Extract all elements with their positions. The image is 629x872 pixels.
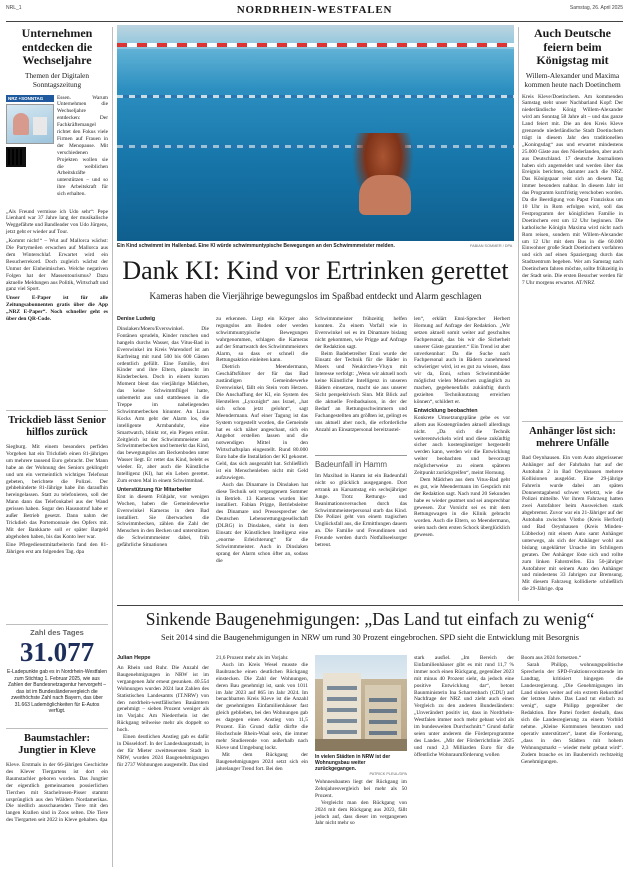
bottom-col1-text: An Rhein und Ruhr. Die Anzahl der Baugenehmigungen in NRW ist im vergangenen Jahr erneut gesunken. 40.554 Wohnungen wurden 2024 laut Zahlen des Statistischen Landesamts (IT.NRW) von den nordrhein-westfälischen Bauämtern genehmigt – sieben Prozent weniger als im Vorjahr. Am Niederrhein ist der Rückgang teilweise mehr als doppelt so hoch. xyxy=(117,665,209,734)
vertical-divider-left xyxy=(112,27,113,867)
main-col-3 xyxy=(315,316,407,433)
main-col2-text-b: Dietrich Meendermann, Geschäftsführer der für das Bad zuständigen Gemeindewerke Everswinkel, fällt ein Stein vom Herzen. Die Anschaffung der KI, ein System des Herstellers „Lynxnight“ aus Israel, „hat sich schon jetzt gelohnt“, sagt Meendermann. Auf einer Tagung ist das System vorgestellt worden, die Gemeinde hat es sich näher angeschaut, sich ein Angebot erstellen lassen und die notwendigen Mittel in den Wirtschaftsplan eingestellt. Rund 80.000 Euro habe die Installation der KI gekostet. Geld, das sich ausgezahlt hat. Schließlich ist ein Menschenleben nicht mit Geld aufzuwiegen. xyxy=(216,364,308,481)
main-col2-text-c: Auch das Dinamare in Dinslaken hat diese Technik seit vergangenem Sommer in Betrieb. 13 Kameras wurden hier installiert. Fabian Prigge, Betriebsleiter des Dinamare und Pressesprecher der Deutschen Lebensrettungsgesellschaft (DLRG) in Dinslaken, sieht in dem Einsatz der Künstlichen Intelligenz eine „enorme Erleichterung“ für die Schwimmmeister. Auch in Dinslaken sprang der Alarm schon öfter an, sodass die xyxy=(216,481,308,564)
bottom-subtitle: Seit 2014 sind die Baugenehmigungen in NRW um rund 30 Prozent eingebrochen. SPD sieht die Entwicklung mit Besorgnis xyxy=(161,633,579,642)
bottom-col-2 xyxy=(216,655,308,772)
trickdieb-article xyxy=(6,415,108,556)
bottom-col2-text-c: Mit dem Rückgang der Baugenehmigungen 2024 setzt sich ein jahrelanger Trend fort. Bei den xyxy=(216,751,308,772)
left-article-subtitle: Themen der Digitalen Sonntagszeitung xyxy=(24,70,90,89)
left-divider-3 xyxy=(6,728,108,729)
left-column xyxy=(6,27,108,323)
bottom-col3-text: Wohnneubauten liegt der Rückgang im Zehnjahresvergleich bei mehr als 50 Prozent. xyxy=(315,779,407,799)
left-divider-1 xyxy=(6,410,108,411)
bottom-col4-text: stark ausfiel. „Im Bereich der Einfamilienhäuser gibt es mit rund 11,7 % immer noch einen Rückgang, gegenüber 2023 mit minus 40 Prozent sieht, da jedoch eine positive Entwicklung dar“, betont Baunministerin Ina Scharrenbach (CDU) auf Nachfrage der NRZ und zieht auch einen Vergleich zu den anderen Bundesländern: „Unverändert positiv ist, dass in Nordrhein-Westfalen immer noch mehr gebaut wird als im bundesweiten Durchschnitt.“ Grund dafür seien unter anderem die Förderprogramme des Landes. „Mit der Förderrichtlinie 2025 und rund 2,3 Milliarden Euro für die öffentliche Wohnraumförderung wollen xyxy=(414,655,514,758)
trickdieb-body-2: Eine Pflegedienstmitarbeiterin fand den 81-Jährigen erst am folgenden Tag. dpa xyxy=(6,541,108,555)
badeunfall-box xyxy=(315,455,407,549)
zahl-des-tages xyxy=(6,628,108,715)
trickdieb-title: Trickdieb lässt Senior hilflos zurück xyxy=(8,415,106,438)
left-article-title: Unternehmen entdecken die Wechseljahre xyxy=(21,26,93,67)
main-author: Denise Ludwig xyxy=(117,316,156,322)
bottom-col5-text: Boom aus 2024 fortsetzen.“ xyxy=(521,655,582,661)
page-number: NRL_1 xyxy=(6,5,22,11)
photo-credit: FABIAN SOMMER / DPA xyxy=(470,244,513,248)
main-col-4 xyxy=(414,316,510,539)
nrz-sonntag-logo: NRZ +SONNTAG xyxy=(6,95,54,102)
swimming-photo xyxy=(117,25,514,241)
tablet-icon xyxy=(6,104,54,144)
zahl-text: E-Ladepunkte gab es in Nordrhein-Westfalen zum Stichtag 1. Februar 2025, wie aus Zahlen der Bundesnetzagentur hervorgeht – das ist im Bundesländervergleich die zweithöchste Zahl nach Bayern, das über 31.663 Lademöglichkeiten für E-Autos verfügt. xyxy=(7,669,107,714)
main-col4-text: len“, erklärt Enni-Sprecher Herbert Hornung auf Anfrage der Redaktion. „Wir setzen aktuell somit weiter auf geschultes Fachpersonal, das bis wir die Sicherheit unserer Gäste garantiert.“ Ein Trend ist aber unverkennbar: Da die Suche nach Fachpersonal auch in Bädern zunehmend schwieriger wird, ist es gut zu wissen, dass wir da, Enni, schon Schwimmbäder möglichst vielen Menschen zugänglich zu machen, gegebenenfalls zukünftig durch gezielten Techniknutzung erreichen können“, schildert er. xyxy=(414,316,510,405)
main-col4-subhead: Entwicklung beobachten xyxy=(414,407,478,414)
left-article-intro: Essen. Warum Unternehmen die Wechseljahre entdecken: Der Fachkräftemangel richtet den Fokus viele Firmen auf Frauen in der Menopause. Mit verschiedenen Projekten wollen sie die weiblichen Arbeitskräfte unterstützen – und so ihre Arbeitskraft für sich erhalten. xyxy=(57,94,108,198)
bottom-col2-text-b: Auch im Kreis Wesel musste die Baubranche einen deutlichen Rückgang einstecken. Die Zahl der Wohnungen, deren Bau genehmigt ist, sank von 1011 im Jahr 2023 auf 865 im Jahr 2024. Im benachbarten Kreis Kleve ist die Anzahl der genehmigten Einfamilienhäuser fast gleich geblieben, bei den Wohnungen gab es dagegen einen Anstieg von 11,5 Prozent. Ein Grund dafür dürfte die Hochschule Rhein-Waal sein, die immer mehr Studierende von außerhalb nach Kleve und Umgebung lockt. xyxy=(216,661,308,751)
bottom-col3-text-b: Vergleicht man den Rückgang von 2024 mit dem Rückgang aus 2023, fällt jedoch auf, dass dieser im vergangenen Jahr nicht mehr so xyxy=(315,799,407,827)
anhaenger-title: Anhänger löst sich: mehrere Unfälle xyxy=(529,426,616,449)
housing-photo xyxy=(315,655,407,751)
main-headline: Dank KI: Kind vor Ertrinken gerettet xyxy=(122,256,509,285)
koningstag-title: Auch Deutsche feiern beim Königstag mit xyxy=(534,26,611,67)
date: Samstag, 26. April 2025 xyxy=(569,5,623,11)
badeunfall-body: Im Maxibad in Hamm ist ein Badeunfall nicht so glücklich ausgegangen. Dort ertrank an Karsamstag ein sechsjähriger Junge. Trotz Rettungs- und Reanimationsversuchen durch das Schwimmmeisterpersonal starb das Kind. Die Polizei geht von einem tragischen Unglücksfall aus, die Ermittlungen dauern an. Die Familie und Freundinnen und Freunde werden durch Notfallseelsorger betreut. xyxy=(315,473,407,549)
housing-photo-credit: PATRICK PLEUL/DPA xyxy=(369,772,407,776)
zahl-label: Zahl des Tages xyxy=(30,628,84,637)
main-subtitle: Kameras haben die Vierjährige bewegungslos im Spaßbad entdeckt und Alarm geschlagen xyxy=(149,291,482,301)
right-column-bottom xyxy=(522,426,623,593)
left-article-p2: „Als Freund vermisse ich Udo sehr“: Pepe Lienhard war 37 Jahre lang der musikalische Weggefährte und Bandleader von Udo Jürgens, jetzt geht er wieder auf Tour. xyxy=(6,208,108,236)
bottom-col-5 xyxy=(521,655,623,766)
section-title: NORDRHEIN-WESTFALEN xyxy=(236,4,393,16)
anhaenger-body: Bad Oeynhausen. Ein vom Auto abgerissener Anhänger auf der Fahrbahn hat auf der Autobahn 2 in Bad Oeynhausen mehrere Kollisionen ausgelöst. Eine 29-jährige Fahrerin wurde dabei am späten Donnerstagabend schwer verletzt, wie die Polizei mitteilte. Vor ihrem Fahrzeug hatten zwei Autofahrer beim Ausweichen stark abgebremst. Zuvor war ein 21-Jähriger auf der Autobahn zwischen Vlotho (Kreis Herford) und Bad Oeynhausen (Kreis Minden-Lübbecke) mit einem Auto samt Anhänger unterwegs, als sich der Anhänger wohl aus bislang ungeklärter Ursache im Schlingern geraten. Der Anhänger löste sich und rollte zum linken Fahrstreifen. Ein 50-jähriger Autofahrer mit seinem Auto den Anhänger und mindestens 33 Jahrigen zur Bremsung. Mit diesem Fahrzeug kollidierte schließlich die 29-Jährige. dpa xyxy=(522,455,623,593)
main-col1-subhead: Unterstützung für Mitarbeiter xyxy=(117,486,192,493)
bottom-col1-text-b: Einen deutlichen Anstieg gab es dafür in Düsseldorf. In der Landeshauptstadt, in der für Mieter zweitteuersten Stadt in NRW, wurden 2024 Baugenehmigungen für 2737 Wohnungen ausgestellt. Das sind xyxy=(117,734,209,768)
main-col-1 xyxy=(117,316,209,549)
bottom-headline: Sinkende Baugenehmigungen: „Das Land tut einfach zu wenig“ xyxy=(145,609,595,629)
baumstachler-body: Kleve. Erstmals in der 66-jährigen Geschichte des Klever Tiergartens ist dort ein Baumstachler geboren worden. Das Jungtier der eigentlich gemeinsamen possierlichen Tierchen mit Stachelrosen-Pisser stammt ursprünglich aus den Wäldern Nordamerikas. Die niedlich ausschauenden Tiere mit den langen Krallen sind in Zoos selten. Die Tiere des Tiergarten seit 2022 in Kleve gehalten. dpa xyxy=(6,762,108,824)
baumstachler-article xyxy=(6,733,108,866)
koningstag-subtitle: Willem-Alexander und Maxima kommen heute nach Doetinchem xyxy=(524,70,621,89)
main-col-2 xyxy=(216,316,308,565)
koningstag-body: Kreis Kleve/Doetinchem. Am kommenden Samstag steht unser Nachbarland Kopf: Der niederländische König Willem-Alexander wird am Sonntag 58 Jahre alt – und das ganze Land feiert mit. Die an den Kreis Kleve grenzende niederländische Stadt Doetinchem trägt in diesem Jahr den traditionellen „Koningsdag“ aus und erwartet mindestens 25.000 Gäste aus den Niederlanden, aber auch aus Deutschland. 17 deutsche Journalisten haben sich angemeldet und werden über das Ereignis berichten, darunter auch die NRZ. Das Königspaar reist sich an diesem Tag immer besonders nahbar. In diesem Jahr ist das Programm kurzfristig verschoben worden. Da die Beerdigung von Papst Franziskus um 10 Uhr in Rom erfolgen wird, soll das Festprogramm der königlichen Familie in Doetinchem erst um 12 Uhr beginnen. Die katholische Königin Maxima wird nicht nach Rom reisen, sondern mit Willem-Alexander um 12 Uhr mit dem Bus in die 60.000 Einwohner große Stadt Doetinchem vorfahren und sich auf einen Spaziergang durch das Stadtzentrum begeben. Wer am Samstag nach Doetinchem fahren möchte, sollte frühzeitig in der Stadt sein. Die ersten Besucher werden für 7 Uhr morgens erwartet. AT/NRZ xyxy=(522,93,623,286)
main-col4-text-b: Konkrete Umsetzungspläne gebe es vor allem aus Kostengründen aktuell allerdings nicht. „Da sich die Technik weiterentwickeln wird und diese zukünftig sicher auch kostengünstiger hergestellt werden kann, werden wir die Entwicklung weiter beobachten und bevorzugt möglicherweise zu einem späteren Zeitpunkt zurückgreifen“, meint Hornung. xyxy=(414,414,510,477)
left-divider-2 xyxy=(6,624,108,625)
main-col3-text-b: Beim Badebetreiber Enni wurde der Einsatz der Technik für die Bäder in Moers und Neukirchen-Vluyn mit Interesse verfolgt: „Wenn wir aktuell noch keine Künstliche Intelligenz in unseren Bädern einsetzen, macht sie aus unserer Sicht perspektivisch Sinn. Mit Blick auf die aktuelle Freibadsaison, in der der Bedarf an Rettungsschwimmern und Fachangestellten am größten ist, gelingt es uns aktuell aber noch, die erforderliche Anzahl an Einsatzpersonal bereitzustel- xyxy=(315,350,407,433)
bottom-author: Julian Heppe xyxy=(117,655,151,661)
badeunfall-title: Badeunfall in Hamm xyxy=(315,460,388,469)
main-col1-text: Dinslaken/Moers/Everswinkel. Die Fontänen sprudeln, Kinder rutschen und hangeln durchs Wasser, das Vitus-Bad in Everswinkel im Kreis Warendorf ist am Karfreitag mit rund 500 bis 600 Gästen ordentlich gefüllt. Eine Familie, drei Kinder und ihre Eltern, planscht im Kinderbecken. Doch in einem kurzen Moment bleut das vierjährige Mädchen, das keine Schwimmflügel hatte, unbemerkt aus und stattdessen in die Treppe im naheliegenden Schwimmerbecken hinunter. An Linus Kocks Arm geht der Alarm los, die intelligente Armbanduhr, eine Smartwatch, blinkt rot, ein Piepen ertönt. Zeitgleich ist der Schwimmmeister am Schwimmerbecken und bemerkt das Kind, das bewegungslos am Beckenboden unter Wasser liegt. Er rettet das Kind, belebt es wieder. Er, aber auch die Künstliche Intelligenz (KI), hat ein Leben gerettet. Zum ersten Mal in einem Schwimmbad. xyxy=(117,326,209,484)
zahl-number: 31.077 xyxy=(19,637,95,667)
left-article-p3: „Kommt nicht!“ – Wut auf Mallorca wächst: Die Partymeilen erwachen auf Mallorca aus dem Winterschlaf. Erwartet wird ein Besucherrekord. Doch zugleich wächst der Unmut der Einheimischen. Welche negativen Folgen hat der Massentourismus? Dazu aktuelle Meldungen aus Politik, Wirtschaft und ganz viel Sport. xyxy=(6,238,108,293)
housing-photo-caption: In vielen Städten in NRW ist der Wohnungsbau weiter zurückgegangen. xyxy=(315,754,391,772)
trickdieb-body: Siegburg. Mit einem besonders perfiden Vorgehen hat ein Trickdieb einen 81-jährigen um mehrere tausend Euro gebracht. Der Mann habe an der Wohnung des Seniors geklingelt und um ein vermeintlich wichtiges Telefonat gebeten, berichtete die Polizei. Der gehbehinderte 81-Jährige habe ihn daraufhin hereingelassen. Statt zu telefonieren, soll der Mann dann das Telefonkabel aus der Wand gerissen haben. Sogar den Hausnotruf habe er außer Betrieb gesetzt. Dann nahm der Trickdieb das Portemonnaie des Opfers mit. Mit der Bankkarte soll er später Bargeld abgehoben haben, bis das Konto leer war. xyxy=(6,444,108,540)
promo-box xyxy=(6,95,54,207)
left-article-p4: Unser E-Paper ist für alle Zeitungsabonnenten gratis über die App „NRZ E-Paper“. Noch schneller geht es über den QR-Code. xyxy=(6,295,108,323)
baumstachler-title: Baumstachler: Jungtier in Kleve xyxy=(18,733,96,756)
photo-caption: Ein Kind schwimmt im Hallenbad. Eine KI würde schwimmuntypische Bewegungen an den Schwimmmeister melden. xyxy=(117,243,395,249)
main-col1-text-b: Erst in diesem Frühjahr, vor wenigen Wochen, haben die Gemeindewerke Everswinkel Kameras in dem Bad installiert. Sie überwachen die Schwimmbecken, zählen die Zahl der Menschen in den Becken und unterstützen die Schwimmmeister dabei, früh gefährliche Situationen xyxy=(117,493,209,549)
main-col2-text: zu erkennen. Liegt ein Körper also regungslos am Boden oder werden schwimmuntypische Bewegungen wahrgenommen, schlagen die Kameras auf der Smartwatch des Schwimmmeisters Alarm, so dass er schnell die Rettungsaktion einleiten kann. xyxy=(216,316,308,364)
right-column-top xyxy=(522,27,623,287)
bottom-col-1 xyxy=(117,655,209,769)
main-col4-text-c: Dem Mädchen aus dem Vitus-Bad geht es gut, wie Meendermann im Gespräch mit der Redaktion sagt. Nach rund 20 Sekunden habe es wieder geatmet und sei ansprechbar gewesen. Zur Vorsicht sei es mit dem Rettungswagen in die Klinik gebracht worden. Auch die Eltern, so Meendermann, seien nach dem ersten Schock überglücklich gewesen. xyxy=(414,476,510,539)
header-rule xyxy=(6,21,623,22)
main-col3-text: Schwimmmeister frühzeitig helfen konnten. Zu einem Vorfall wie in Everswinkel sei es im Dinamare bislang nicht gekommen, wie Prigge auf Anfrage der Redaktion sagt. xyxy=(315,316,407,350)
bottom-col5-text-b: Sarah Philipp, wohnungspolitische Sprecherin der SPD-Fraktionsvorsitzende im Landtag, kritisiert hingegen die Landesregierung. „Die Genehmigungen im Land sinken weiter auf ein extrem Rekordtief der letzten Jahre. Das Land tut einfach zu wenig“, sagte Philipp gegenüber der Redaktion. Ihre Partei fordert deshalb, dass sich die Landesregierung zu einem Vorbild nehme. „Kleine Kommunen benutzen und operativ unterstützen“, lautet die Forderung, „dass in den Städten mit hohem Wohnungsmarkt – wieder mehr gebaut wird“. Zudem brauche es im Baubereich rechtzeitig Genehmigungen. xyxy=(521,661,623,765)
qr-code-icon[interactable] xyxy=(6,147,26,167)
bottom-col-3 xyxy=(315,655,407,827)
bottom-article-rule xyxy=(117,605,623,606)
bottom-col-4 xyxy=(414,655,514,759)
bottom-col2-text: 21,6 Prozent mehr als im Vorjahr. xyxy=(216,655,289,661)
right-divider xyxy=(522,421,623,422)
vertical-divider-right xyxy=(518,27,519,601)
